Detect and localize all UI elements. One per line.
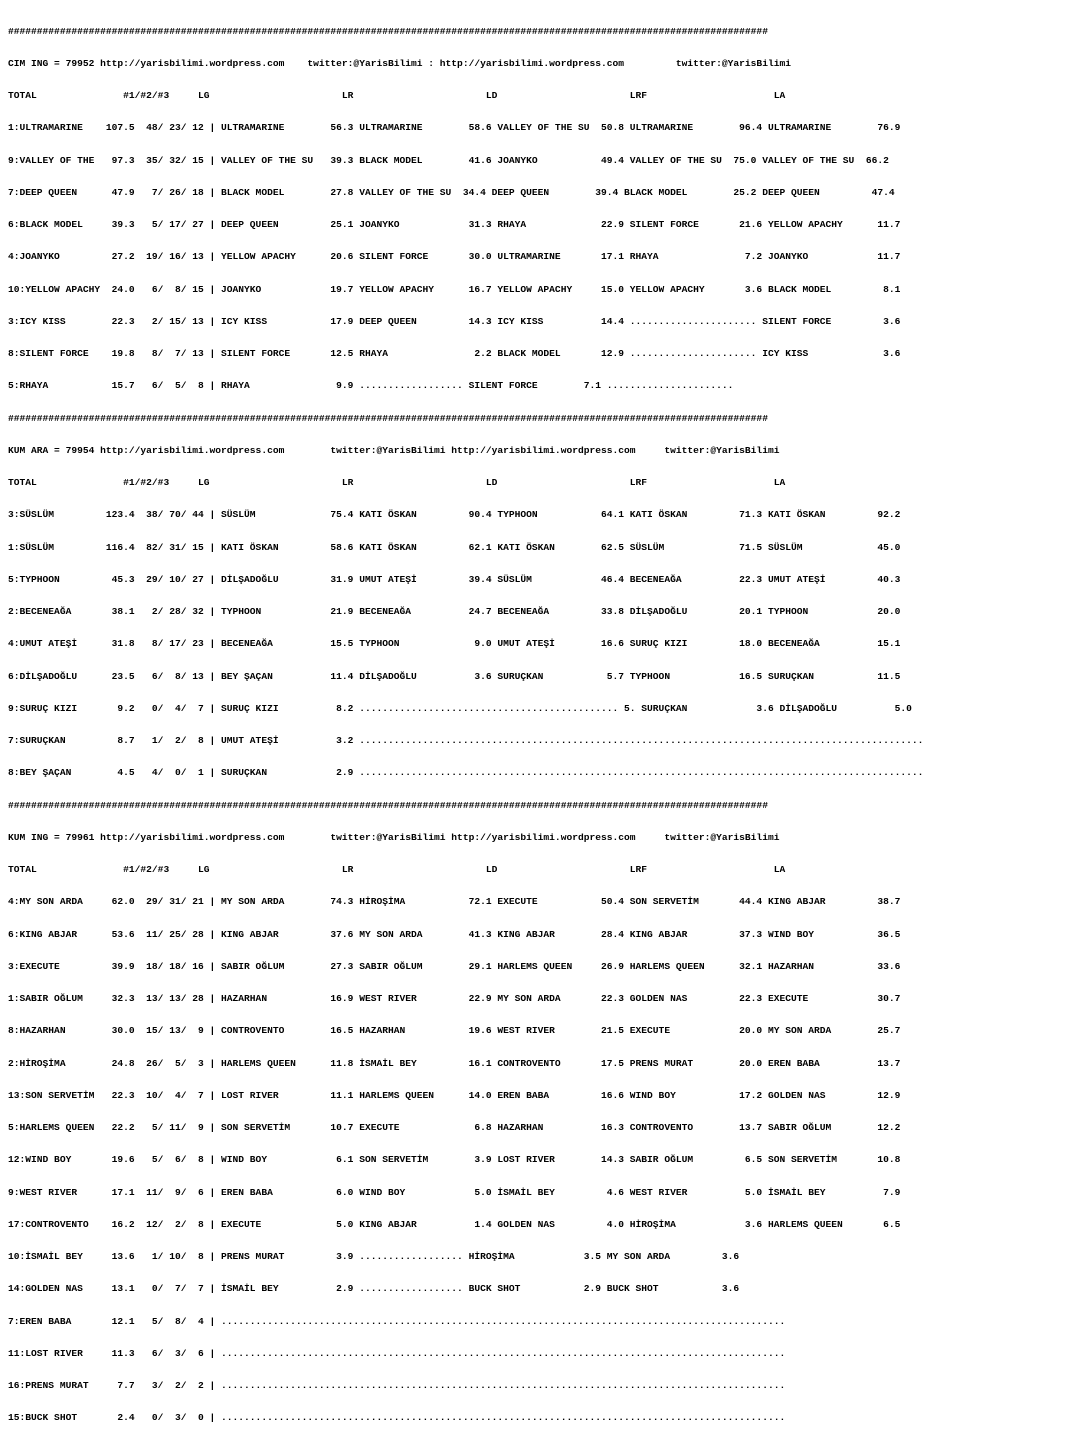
table-row: 8:SILENT FORCE 19.8 8/ 7/ 13 | SILENT FORCE 12.5 RHAYA 2.2 BLACK MODEL 12.9 ...................... ICY KISS 3.6 bbox=[8, 348, 901, 359]
table-row: 9:WEST RIVER 17.1 11/ 9/ 6 | EREN BABA 6.0 WIND BOY 5.0 İSMAİL BEY 4.6 WEST RIVER 5.0 İSMAİL BEY 7.9 bbox=[8, 1186, 901, 1198]
table-row: 7:DEEP QUEEN 47.9 7/ 26/ 18 | BLACK MODEL 27.8 VALLEY OF THE SU 34.4 DEEP QUEEN 39.4 BLACK MODEL 25.2 DEEP QUEEN 47.4 bbox=[8, 186, 895, 198]
table-row: 9:SURUÇ KIZI 9.2 0/ 4/ 7 | SURUÇ KIZI 8.2 ............................................. 5. SURUÇKAN 3.6 DİLŞADOĞLU 5.0 bbox=[8, 702, 912, 714]
table-row: 13:SON SERVETİM 22.3 10/ 4/ 7 | LOST RIVER 11.1 HARLEMS QUEEN 14.0 EREN BABA 16.6 WIND BOY 17.2 GOLDEN NAS 12.9 bbox=[8, 1089, 901, 1101]
table-row: 2:HİROŞİMA 24.8 26/ 5/ 3 | HARLEMS QUEEN 11.8 İSMAİL BEY 16.1 CONTROVENTO 17.5 PRENS MURAT 20.0 EREN BABA 13.7 bbox=[8, 1057, 901, 1069]
table-row: 3:EXECUTE 39.9 18/ 18/ 16 | SABIR OĞLUM 27.3 SABIR OĞLUM 29.1 HARLEMS QUEEN 26.9 HARLEMS QUEEN 32.1 HAZARHAN 33.6 bbox=[8, 960, 901, 972]
table-row: 12:WIND BOY 19.6 5/ 6/ 8 | WIND BOY 6.1 SON SERVETİM 3.9 LOST RIVER 14.3 SABIR OĞLUM 6.5 SON SERVETİM 10.8 bbox=[8, 1154, 901, 1166]
table-row: 5:TYPHOON 45.3 29/ 10/ 27 | DİLŞADOĞLU 31.9 UMUT ATEŞİ 39.4 SÜSLÜM 46.4 BECENEAĞA 22.3 UMUT ATEŞİ 40.3 bbox=[8, 573, 901, 585]
table-row: 5:HARLEMS QUEEN 22.2 5/ 11/ 9 | SON SERVETİM 10.7 EXECUTE 6.8 HAZARHAN 16.3 CONTROVENTO 13.7 SABIR OĞLUM 12.2 bbox=[8, 1122, 901, 1133]
section-header-cim-ing: CIM ING = 79952 http://yarisbilimi.wordpress.com twitter:@YarisBilimi : http://yarisbilimi.wordpress.com twitter:@YarisBilimi bbox=[8, 57, 791, 69]
section-header-kum-ara: KUM ARA = 79954 http://yarisbilimi.wordpress.com twitter:@YarisBilimi http://yarisbilimi.wordpress.com twitter:@YarisBilimi bbox=[8, 444, 780, 456]
table-row: 14:GOLDEN NAS 13.1 0/ 7/ 7 | İSMAİL BEY 2.9 .................. BUCK SHOT 2.9 BUCK SHOT 3.6 bbox=[8, 1283, 740, 1295]
section-header-kum-ing: KUM ING = 79961 http://yarisbilimi.wordpress.com twitter:@YarisBilimi http://yarisbilimi.wordpress.com twitter:@YarisBilimi bbox=[8, 831, 780, 843]
table-row: 3:SÜSLÜM 123.4 38/ 70/ 44 | SÜSLÜM 75.4 KATI ÖSKAN 90.4 TYPHOON 64.1 KATI ÖSKAN 71.3 KATI ÖSKAN 92.2 bbox=[8, 509, 901, 521]
table-row: 9:VALLEY OF THE 97.3 35/ 32/ 15 | VALLEY OF THE SU 39.3 BLACK MODEL 41.6 JOANYKO 49.4 VALLEY OF THE SU 75.0 VALLEY OF THE SU 66.2 bbox=[8, 154, 889, 166]
table-row: 1:SÜSLÜM 116.4 82/ 31/ 15 | KATI ÖSKAN 58.6 KATI ÖSKAN 62.1 KATI ÖSKAN 62.5 SÜSLÜM 71.5 SÜSLÜM 45.0 bbox=[8, 541, 901, 553]
table-row: 10:İSMAİL BEY 13.6 1/ 10/ 8 | PRENS MURAT 3.9 .................. HİROŞİMA 3.5 MY SON ARDA 3.6 bbox=[8, 1251, 740, 1262]
separator-line: #################################################################################################################################### bbox=[8, 25, 768, 37]
column-header-row: TOTAL #1/#2/#3 LG LR LD LRF LA bbox=[8, 90, 786, 101]
table-row: 4:MY SON ARDA 62.0 29/ 31/ 21 | MY SON ARDA 74.3 HİROŞİMA 72.1 EXECUTE 50.4 SON SERVETİM 44.4 KING ABJAR 38.7 bbox=[8, 896, 901, 908]
table-row: 6:DİLŞADOĞLU 23.5 6/ 8/ 13 | BEY ŞAÇAN 11.4 DİLŞADOĞLU 3.6 SURUÇKAN 5.7 TYPHOON 16.5 SURUÇKAN 11.5 bbox=[8, 670, 901, 682]
table-row: 8:HAZARHAN 30.0 15/ 13/ 9 | CONTROVENTO 16.5 HAZARHAN 19.6 WEST RIVER 21.5 EXECUTE 20.0 MY SON ARDA 25.7 bbox=[8, 1025, 901, 1037]
separator-line: #################################################################################################################################### bbox=[8, 412, 768, 424]
ratings-document bbox=[8, 5, 1074, 1424]
table-row: 7:SURUÇKAN 8.7 1/ 2/ 8 | UMUT ATEŞİ 3.2 .................................................................................................. bbox=[8, 735, 924, 746]
table-row: 5:RHAYA 15.7 6/ 5/ 8 | RHAYA 9.9 .................. SILENT FORCE 7.1 ...................... bbox=[8, 380, 734, 392]
table-row: 16:PRENS MURAT 7.7 3/ 2/ 2 | .................................................................................................. bbox=[8, 1380, 786, 1391]
column-header-row: TOTAL #1/#2/#3 LG LR LD LRF LA bbox=[8, 864, 786, 875]
column-header-row: TOTAL #1/#2/#3 LG LR LD LRF LA bbox=[8, 477, 786, 488]
table-row: 6:KING ABJAR 53.6 11/ 25/ 28 | KING ABJAR 37.6 MY SON ARDA 41.3 KING ABJAR 28.4 KING ABJAR 37.3 WIND BOY 36.5 bbox=[8, 928, 901, 940]
separator-line: #################################################################################################################################### bbox=[8, 799, 768, 811]
table-row: 3:ICY KISS 22.3 2/ 15/ 13 | ICY KISS 17.9 DEEP QUEEN 14.3 ICY KISS 14.4 ...................... SILENT FORCE 3.6 bbox=[8, 315, 901, 327]
table-row: 15:BUCK SHOT 2.4 0/ 3/ 0 | .................................................................................................. bbox=[8, 1412, 786, 1424]
table-row: 1:ULTRAMARINE 107.5 48/ 23/ 12 | ULTRAMARINE 56.3 ULTRAMARINE 58.6 VALLEY OF THE SU 50.8 ULTRAMARINE 96.4 ULTRAMARINE 76.9 bbox=[8, 122, 901, 134]
table-row: 8:BEY ŞAÇAN 4.5 4/ 0/ 1 | SURUÇKAN 2.9 .................................................................................................. bbox=[8, 767, 924, 779]
table-row: 4:JOANYKO 27.2 19/ 16/ 13 | YELLOW APACHY 20.6 SILENT FORCE 30.0 ULTRAMARINE 17.1 RHAYA 7.2 JOANYKO 11.7 bbox=[8, 251, 901, 263]
table-row: 17:CONTROVENTO 16.2 12/ 2/ 8 | EXECUTE 5.0 KING ABJAR 1.4 GOLDEN NAS 4.0 HİROŞİMA 3.6 HARLEMS QUEEN 6.5 bbox=[8, 1218, 901, 1230]
table-row: 11:LOST RIVER 11.3 6/ 3/ 6 | .................................................................................................. bbox=[8, 1347, 786, 1359]
table-row: 1:SABIR OĞLUM 32.3 13/ 13/ 28 | HAZARHAN 16.9 WEST RIVER 22.9 MY SON ARDA 22.3 GOLDEN NAS 22.3 EXECUTE 30.7 bbox=[8, 993, 901, 1004]
table-row: 10:YELLOW APACHY 24.0 6/ 8/ 15 | JOANYKO 19.7 YELLOW APACHY 16.7 YELLOW APACHY 15.0 YELLOW APACHY 3.6 BLACK MODEL 8.1 bbox=[8, 283, 901, 295]
table-row: 7:EREN BABA 12.1 5/ 8/ 4 | .................................................................................................. bbox=[8, 1315, 786, 1327]
table-row: 4:UMUT ATEŞİ 31.8 8/ 17/ 23 | BECENEAĞA 15.5 TYPHOON 9.0 UMUT ATEŞİ 16.6 SURUÇ KIZI 18.0 BECENEAĞA 15.1 bbox=[8, 638, 901, 650]
table-row: 2:BECENEAĞA 38.1 2/ 28/ 32 | TYPHOON 21.9 BECENEAĞA 24.7 BECENEAĞA 33.8 DİLŞADOĞLU 20.1 TYPHOON 20.0 bbox=[8, 606, 901, 617]
table-row: 6:BLACK MODEL 39.3 5/ 17/ 27 | DEEP QUEEN 25.1 JOANYKO 31.3 RHAYA 22.9 SILENT FORCE 21.6 YELLOW APACHY 11.7 bbox=[8, 219, 901, 230]
